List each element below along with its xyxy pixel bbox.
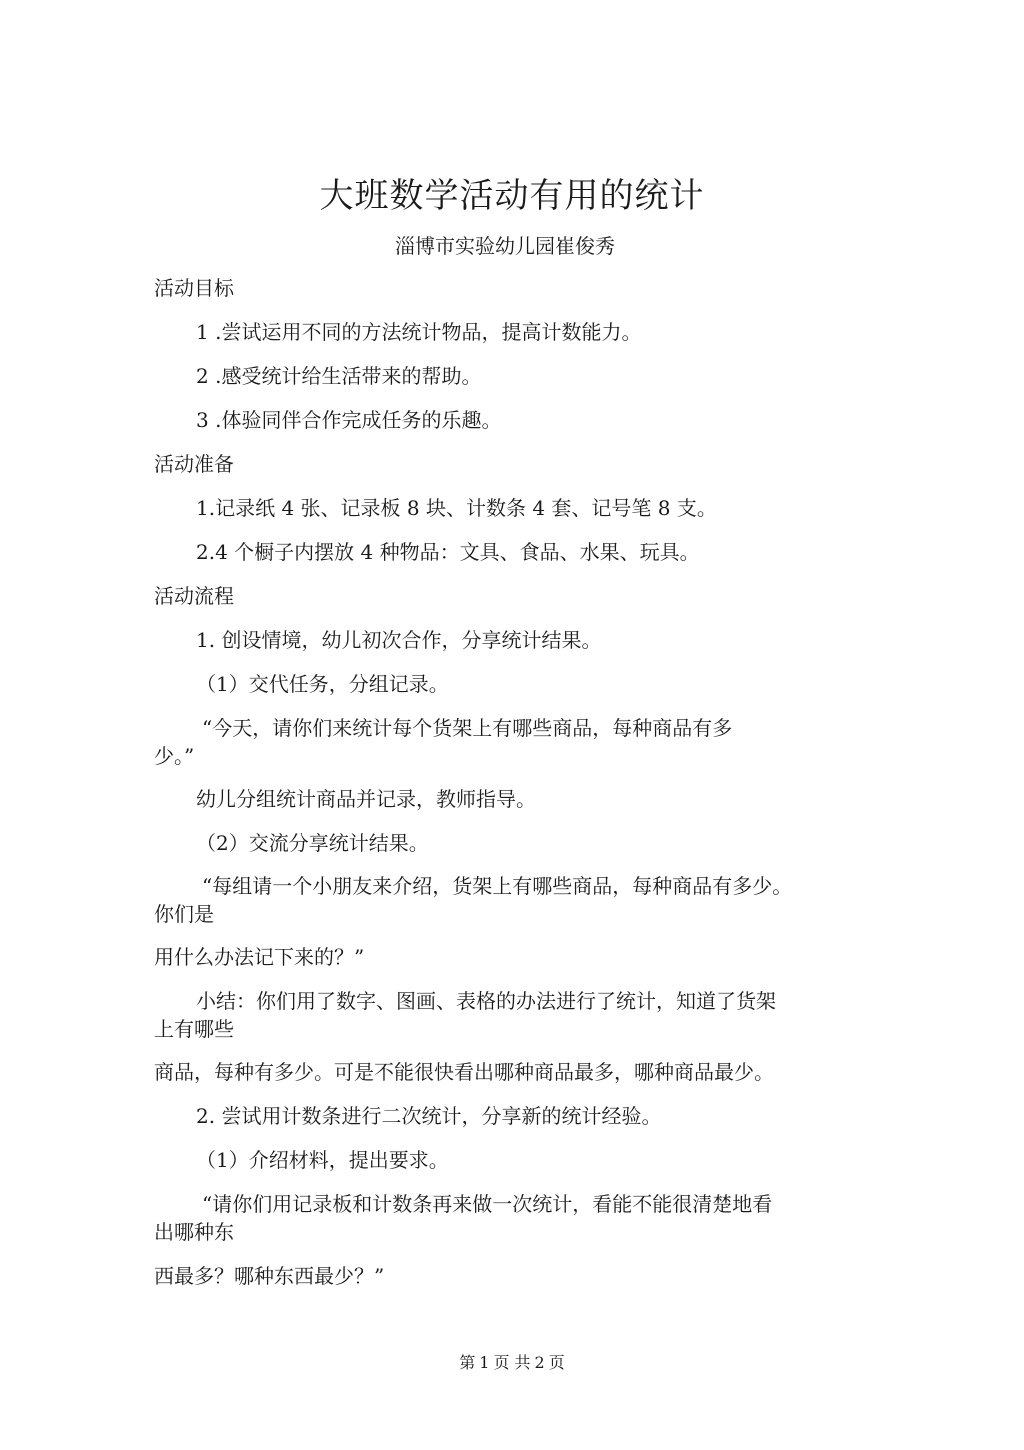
page-mid: 页 共 — [493, 1353, 531, 1372]
goal-item-3: 3 .体验同伴合作完成任务的乐趣。 — [196, 408, 502, 432]
quote-3-line-2: 出哪种东 — [154, 1220, 234, 1244]
page-current: 1 — [479, 1353, 490, 1372]
flow-heading: 活动流程 — [154, 584, 234, 608]
goals-heading: 活动目标 — [154, 276, 234, 300]
page-footer — [0, 1350, 1024, 1373]
flow-step-2-1: （1）介绍材料，提出要求。 — [196, 1148, 449, 1172]
goal-item-2: 2 .感受统计给生活带来的帮助。 — [196, 364, 482, 388]
summary-line-2: 上有哪些 — [154, 1017, 234, 1041]
quote-2-line-1: “每组请一个小朋友来介绍，货架上有哪些商品，每种商品有多少。 — [202, 874, 793, 898]
flow-step-2: 2. 尝试用计数条进行二次统计，分享新的统计经验。 — [196, 1104, 662, 1128]
quote-1-line-2: 少。” — [154, 744, 195, 768]
flow-step-1-1: （1）交代任务，分组记录。 — [196, 672, 449, 696]
prep-item-1: 1.记录纸 4 张、记录板 8 块、计数条 4 套、记号笔 8 支。 — [196, 496, 717, 520]
flow-step-1-2: （2）交流分享统计结果。 — [196, 831, 429, 855]
summary-line-3: 商品，每种有多少。可是不能很快看出哪种商品最多，哪种商品最少。 — [154, 1060, 774, 1084]
prep-heading: 活动准备 — [154, 452, 234, 476]
page-prefix: 第 — [459, 1353, 476, 1372]
goal-item-1: 1 .尝试运用不同的方法统计物品，提高计数能力。 — [196, 320, 642, 344]
flow-step-1: 1. 创设情境，幼儿初次合作，分享统计结果。 — [196, 628, 602, 652]
quote-2-line-2: 你们是 — [154, 902, 214, 926]
prep-item-2: 2.4 个橱子内摆放 4 种物品：文具、食品、水果、玩具。 — [196, 540, 700, 564]
quote-1-line-1: “今天，请你们来统计每个货架上有哪些商品，每种商品有多 — [202, 716, 733, 740]
summary-line-1: 小结：你们用了数字、图画、表格的办法进行了统计，知道了货架 — [196, 989, 776, 1013]
quote-3-line-3: 西最多？哪种东西最少？” — [154, 1264, 385, 1288]
document-author: 淄博市实验幼儿园崔俊秀 — [395, 234, 615, 258]
document-title: 大班数学活动有用的统计 — [319, 176, 705, 216]
page-suffix: 页 — [548, 1353, 565, 1372]
quote-3-line-1: “请你们用记录板和计数条再来做一次统计，看能不能很清楚地看 — [202, 1192, 773, 1216]
quote-2-line-3: 用什么办法记下来的？” — [154, 945, 365, 969]
page-total: 2 — [534, 1353, 545, 1372]
note-1: 幼儿分组统计商品并记录，教师指导。 — [196, 787, 536, 811]
